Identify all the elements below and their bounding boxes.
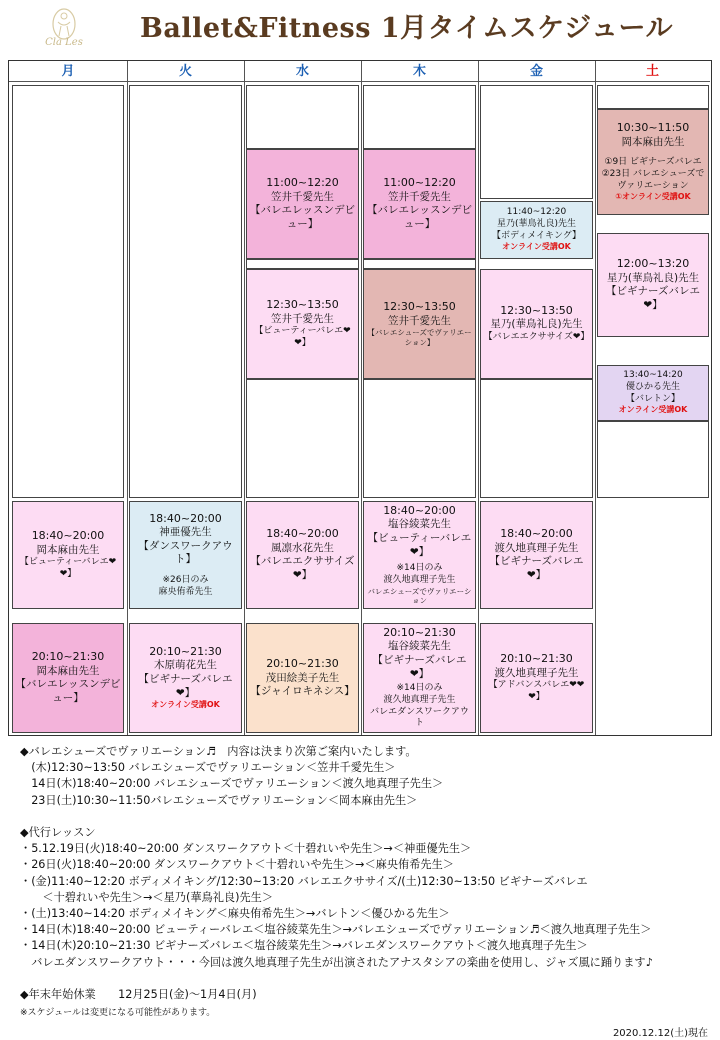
as-of-date: 2020.12.12(土)現在 xyxy=(612,1028,708,1039)
lesson-fri-1140[interactable] xyxy=(480,201,593,259)
lesson-class: 【バレエシューズでヴァリエーション】 xyxy=(367,328,472,347)
lesson-teacher: 笠井千愛先生 xyxy=(388,190,451,203)
lesson-note: ヴァリエーション xyxy=(617,180,689,191)
lesson-teacher: 笠井千愛先生 xyxy=(271,312,334,325)
lesson-note: バレエシューズでヴァリエーション xyxy=(367,586,472,606)
schedule-grid xyxy=(8,60,712,736)
lesson-time: 12:30~13:50 xyxy=(500,304,573,318)
note-line: ◆代行レッスン xyxy=(20,826,96,840)
lesson-class: 【ビューティーバレエ❤】 xyxy=(367,531,472,558)
lesson-time: 18:40~20:00 xyxy=(500,527,573,541)
note-line: ・14日(木)18:40~20:00 ビューティーバレエ＜塩谷綾菜先生＞→バレエシューズでヴァリエーション♬＜渡久地真理子先生＞ xyxy=(20,923,652,937)
day-header-wed: 水 xyxy=(244,61,361,82)
note-line: ・26日(火)18:40~20:00 ダンスワークアウト＜十碧れいや先生＞→＜麻央侑希先生＞ xyxy=(20,858,454,872)
column-divider xyxy=(127,61,128,735)
online-badge: オンライン受講OK xyxy=(502,242,571,252)
lesson-note: ※14日のみ xyxy=(396,563,443,574)
lesson-sat-1340[interactable] xyxy=(597,365,709,421)
lesson-mon-1840[interactable] xyxy=(12,501,124,609)
lesson-teacher: 星乃(華鳥礼良)先生 xyxy=(606,271,700,284)
lesson-class: 【バレエレッスンデビュー】 xyxy=(15,678,121,704)
lesson-teacher: 優ひかる先生 xyxy=(625,381,680,392)
empty-slot xyxy=(246,379,359,498)
empty-slot xyxy=(480,379,593,498)
lesson-teacher: 岡本麻由先生 xyxy=(36,664,100,677)
lesson-note: 麻央侑希先生 xyxy=(158,586,213,597)
lesson-fri-1230[interactable] xyxy=(480,269,593,379)
day-header-tue: 火 xyxy=(127,61,244,82)
empty-slot xyxy=(12,85,124,498)
lesson-teacher: 茂田絵美子先生 xyxy=(265,671,340,684)
lesson-teacher: 笠井千愛先生 xyxy=(388,314,451,327)
lesson-class: 【バレエレッスンデビュー】 xyxy=(367,204,472,230)
lesson-note: 渡久地真理子先生 xyxy=(383,694,456,705)
lesson-time: 18:40~20:00 xyxy=(149,511,222,525)
lesson-note: 渡久地真理子先生 xyxy=(383,574,456,585)
lesson-time: 12:30~13:50 xyxy=(266,298,339,312)
lesson-class: 【アドバンスバレエ❤❤❤】 xyxy=(488,680,585,702)
lesson-time: 12:00~13:20 xyxy=(616,257,690,271)
lesson-time: 11:40~12:20 xyxy=(506,207,567,218)
lesson-class: 【バレエエクササイズ❤】 xyxy=(250,555,355,581)
lesson-class: 【ボディメイキング】 xyxy=(491,230,582,241)
lesson-time: 10:30~11:50 xyxy=(616,121,690,135)
lesson-time: 20:10~21:30 xyxy=(500,652,573,666)
lesson-time: 20:10~21:30 xyxy=(266,657,339,671)
online-badge: オンライン受講OK xyxy=(151,700,220,710)
column-divider xyxy=(361,61,362,735)
empty-slot xyxy=(363,379,476,498)
lesson-note: ②23日 バレエシューズで xyxy=(601,168,705,179)
lesson-class: 【バレエレッスンデビュー】 xyxy=(250,204,355,230)
lesson-teacher: 風凛水花先生 xyxy=(271,541,334,554)
empty-slot xyxy=(129,85,242,498)
lesson-sat-1030[interactable] xyxy=(597,109,709,215)
note-line: ・(土)13:40~14:20 ボディメイキング＜麻央侑希先生＞→バレトン＜優ひかる先生＞ xyxy=(20,907,450,921)
column-divider xyxy=(595,61,596,735)
online-badge: ①オンライン受講OK xyxy=(615,192,691,202)
empty-slot xyxy=(480,85,593,199)
lesson-class: 【ダンスワークアウト】 xyxy=(138,539,233,566)
lesson-teacher: 木原萌花先生 xyxy=(154,659,217,672)
note-line: 14日(木)18:40~20:00 バレエシューズでヴァリエーション＜渡久地真理子先生＞ xyxy=(20,777,444,791)
note-line xyxy=(20,809,710,825)
lesson-class: 【ビギナーズバレエ❤】 xyxy=(489,555,584,581)
lesson-note: バレエダンスワークアウト xyxy=(370,706,469,729)
lesson-fri-2010[interactable] xyxy=(480,623,593,733)
lesson-teacher: 笠井千愛先生 xyxy=(271,190,334,203)
day-header-sat: 土 xyxy=(595,61,710,82)
note-line: ◆バレエシューズでヴァリエーション♬ 内容は決まり次第ご案内いたします。 xyxy=(20,745,417,758)
lesson-note: ※26日のみ xyxy=(162,574,209,585)
lesson-thu-1100[interactable] xyxy=(363,149,476,259)
lesson-time: 20:10~21:30 xyxy=(149,645,222,659)
lesson-time: 13:40~14:20 xyxy=(623,370,683,381)
lesson-teacher: 岡本麻由先生 xyxy=(621,135,685,148)
lesson-time: 18:40~20:00 xyxy=(31,529,105,543)
empty-slot xyxy=(363,259,476,269)
lesson-teacher: 神亜優先生 xyxy=(159,526,212,538)
lesson-time: 11:00~12:20 xyxy=(266,176,339,190)
note-line: ＜十碧れいや先生＞→＜星乃(華鳥礼良)先生＞ xyxy=(20,890,274,904)
page-title: Ballet&Fitness 1月タイムスケジュール xyxy=(140,13,673,44)
note-line: ・(金)11:40~12:20 ボディメイキング/12:30~13:20 バレエエクササイズ/(土)12:30~13:50 ビギナーズバレエ xyxy=(20,874,588,888)
lesson-class: 【ビギナーズバレエ❤】 xyxy=(138,673,233,699)
lesson-class: 【ビギナーズバレエ❤】 xyxy=(606,285,700,311)
note-line: 23日(土)10:30~11:50バレエシューズでヴァリエーション＜岡本麻由先生＞ xyxy=(20,793,418,807)
lesson-sat-1200[interactable] xyxy=(597,233,709,337)
lesson-teacher: 塩谷綾菜先生 xyxy=(388,518,451,531)
lesson-fri-1840[interactable] xyxy=(480,501,593,609)
lesson-class: 【ビギナーズバレエ❤】 xyxy=(372,653,467,680)
note-line: ・5.12.19日(火)18:40~20:00 ダンスワークアウト＜十碧れいや先生＞→＜神亜優先生＞ xyxy=(20,842,472,856)
empty-slot xyxy=(597,421,709,498)
lesson-class: 【ジャイロキネシス】 xyxy=(250,685,355,698)
lesson-thu-1230[interactable] xyxy=(363,269,476,379)
empty-slot xyxy=(246,85,359,149)
lesson-teacher: 星乃(華鳥礼良)先生 xyxy=(490,318,583,331)
empty-slot xyxy=(597,85,709,109)
lesson-teacher: 岡本麻由先生 xyxy=(36,543,100,556)
column-divider xyxy=(244,61,245,735)
lesson-time: 18:40~20:00 xyxy=(383,504,456,517)
lesson-note: ①9日 ビギナーズバレエ xyxy=(604,157,702,168)
lesson-class: 【ビューティーバレエ❤❤】 xyxy=(254,326,351,348)
lesson-time: 18:40~20:00 xyxy=(266,527,339,541)
note-line: ・14日(木)20:10~21:30 ビギナーズバレエ＜塩谷綾菜先生＞→バレエダンスワークアウト＜渡久地真理子先生＞ xyxy=(20,939,588,953)
lesson-teacher: 塩谷綾菜先生 xyxy=(388,640,451,653)
day-header-thu: 木 xyxy=(361,61,478,82)
lesson-thu-2010[interactable] xyxy=(363,623,476,733)
lesson-class: 【バレトン】 xyxy=(625,393,680,404)
day-header-fri: 金 xyxy=(478,61,595,82)
lesson-mon-2010[interactable] xyxy=(12,623,124,733)
logo-text: Cla Les xyxy=(45,37,83,48)
lesson-time: 20:10~21:30 xyxy=(31,650,105,664)
empty-slot xyxy=(363,85,476,149)
lesson-note: ※14日のみ xyxy=(396,683,443,694)
notes-section xyxy=(20,744,710,1003)
lesson-time: 20:10~21:30 xyxy=(383,626,456,639)
lesson-time: 12:30~13:50 xyxy=(383,300,456,314)
lesson-tue-1840[interactable] xyxy=(129,501,242,609)
disclaimer: ※スケジュールは変更になる可能性があります。 xyxy=(20,1008,216,1018)
lesson-teacher: 渡久地真理子先生 xyxy=(494,541,579,554)
lesson-wed-1840[interactable] xyxy=(246,501,359,609)
lesson-thu-1840[interactable] xyxy=(363,501,476,609)
clales-logo xyxy=(14,6,114,50)
day-header-mon: 月 xyxy=(9,61,127,82)
note-line xyxy=(20,971,710,987)
online-badge: オンライン受講OK xyxy=(618,405,688,415)
lesson-class: 【ビューティーバレエ❤❤】 xyxy=(19,557,117,579)
column-divider xyxy=(478,61,479,735)
lesson-wed-1230[interactable] xyxy=(246,269,359,379)
note-line: ◆年末年始休業 12月25日(金)～1月4日(月) xyxy=(20,988,257,1002)
empty-slot xyxy=(246,259,359,269)
lesson-teacher: 星乃(華鳥礼良)先生 xyxy=(496,218,577,229)
lesson-teacher: 渡久地真理子先生 xyxy=(494,666,579,679)
lesson-tue-2010[interactable] xyxy=(129,623,242,733)
note-line: バレエダンスワークアウト・・・今回は渡久地真理子先生が出演されたアナスタシアの楽曲を使用し、ジャズ風に踊ります♪ xyxy=(20,955,653,969)
lesson-wed-1100[interactable] xyxy=(246,149,359,259)
note-line: (木)12:30~13:50 バレエシューズでヴァリエーション＜笠井千愛先生＞ xyxy=(20,761,396,775)
lesson-wed-2010[interactable] xyxy=(246,623,359,733)
lesson-time: 11:00~12:20 xyxy=(383,176,456,190)
lesson-class: 【バレエエクササイズ❤】 xyxy=(483,332,590,343)
